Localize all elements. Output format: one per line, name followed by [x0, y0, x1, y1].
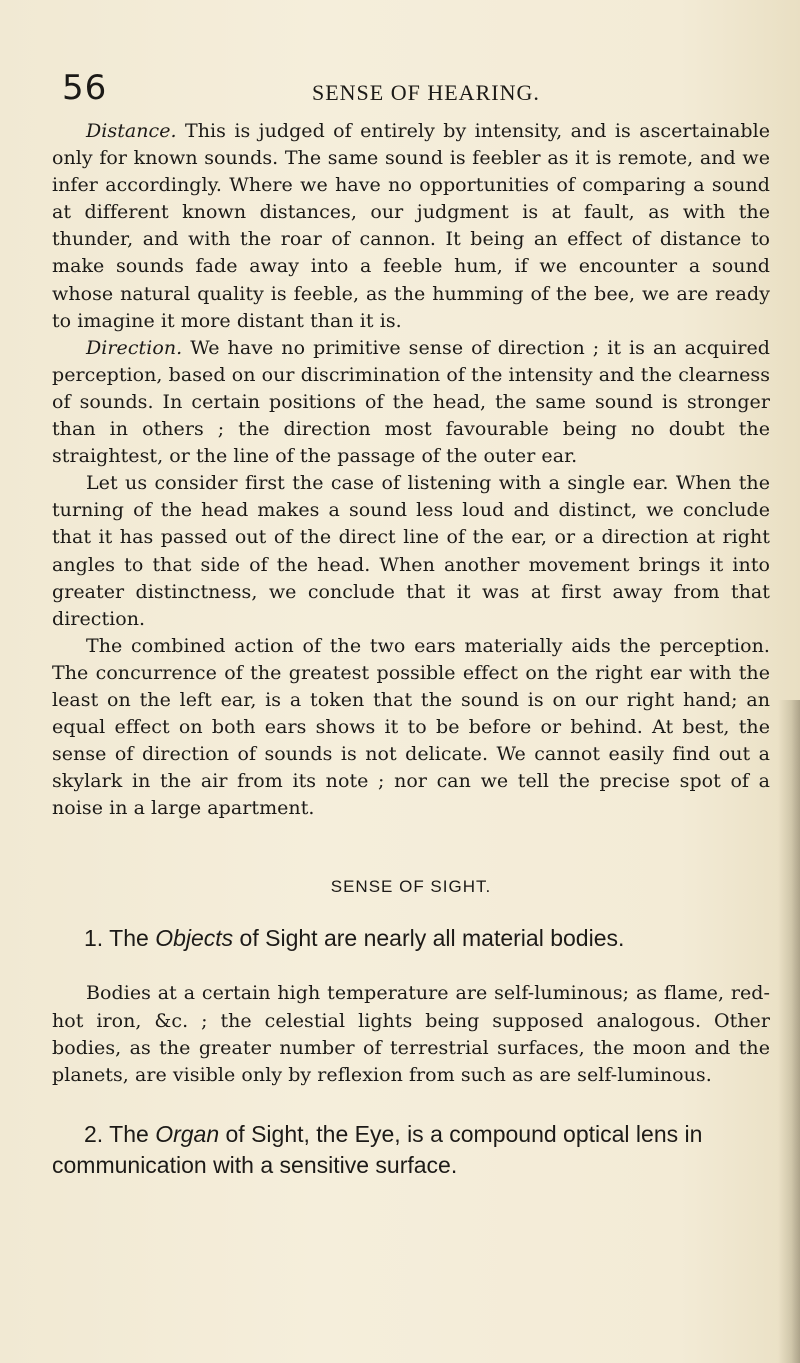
numbered-item-objects	[52, 923, 770, 954]
running-title: SENSE OF HEARING.	[312, 80, 540, 105]
item-suffix: of Sight are nearly all material bodies.	[233, 925, 625, 952]
paragraph-text: This is judged of entirely by intensity, and is ascertainable only for known sounds. The same sound is feebler as it is remote, and we infer accordingly. Where we have no opportunities of comparing a sound at different known distances, our judgment is at fault, as with the thunder, and with the roar of cannon. It being an effect of distance to make sounds fade away into a feeble hum, if we encounter a sound whose natural quality is feeble, as the humming of the bee, we are ready to imagine it more distant than it is.	[52, 120, 770, 332]
page-number: 56	[62, 68, 108, 108]
item-prefix: 1. The	[84, 925, 156, 952]
numbered-item-organ	[52, 1119, 770, 1181]
paragraph-two-ears	[52, 633, 770, 823]
page-body	[52, 118, 770, 1181]
paragraph-text: The combined action of the two ears materially aids the perception. The concurrence of the greatest possible effect on the right ear with the least on the left ear, is a token that the sound is on our right hand; an equal effect on both ears shows it to be before or behind. At best, the sense of direction of sounds is not delicate. We cannot easily find out a skylark in the air from its note ; nor can we tell the precise spot of a noise in a large apartment.	[52, 634, 770, 820]
spacer	[52, 954, 770, 980]
item-prefix: 2. The	[84, 1120, 156, 1147]
paragraph-text: Let us consider first the case of listening with a single ear. When the turning of the head makes a sound less loud and distinct, we conclude that it has passed out of the direct line of the ear, or a direction at right angles to that side of the head. When another movement brings it into greater distinctness, we conclude that it was at first away from that direction.	[52, 472, 770, 630]
paragraph-distance	[52, 118, 770, 335]
spacer	[52, 1089, 770, 1119]
paragraph-text: We have no primitive sense of direction ; it is an acquired perception, based on our discrimination of the intensity and the clearness of sounds. In certain positions of the head, the same sound is stronger than in others ; the direction most favourable being no doubt the straightest, or the line of the passage of the outer ear.	[52, 336, 770, 468]
item-suffix: of Sight, the Eye, is a compound optical lens in communication with a sensitive surface.	[52, 1120, 703, 1178]
section-heading: SENSE OF SIGHT.	[330, 877, 492, 897]
paragraph-direction	[52, 335, 770, 470]
page-header	[62, 68, 762, 108]
paragraph-lead: Direction.	[86, 336, 183, 359]
paragraph-luminous-bodies: Bodies at a certain high temperature are self-luminous; as flame, red-hot iron, &c. ; the celestial lights being supposed analogous. Other bodies, as the greater number of terrestrial surfaces, the moon and the planets, are visible only by reflexion from such as are self-luminous.	[52, 982, 770, 1086]
item-emphasis: Objects	[155, 925, 234, 952]
paragraph-lead: Distance.	[86, 120, 177, 142]
item-emphasis: Organ	[155, 1120, 220, 1147]
paragraph-single-ear	[52, 470, 770, 633]
page-edge-shadow	[778, 700, 800, 1363]
